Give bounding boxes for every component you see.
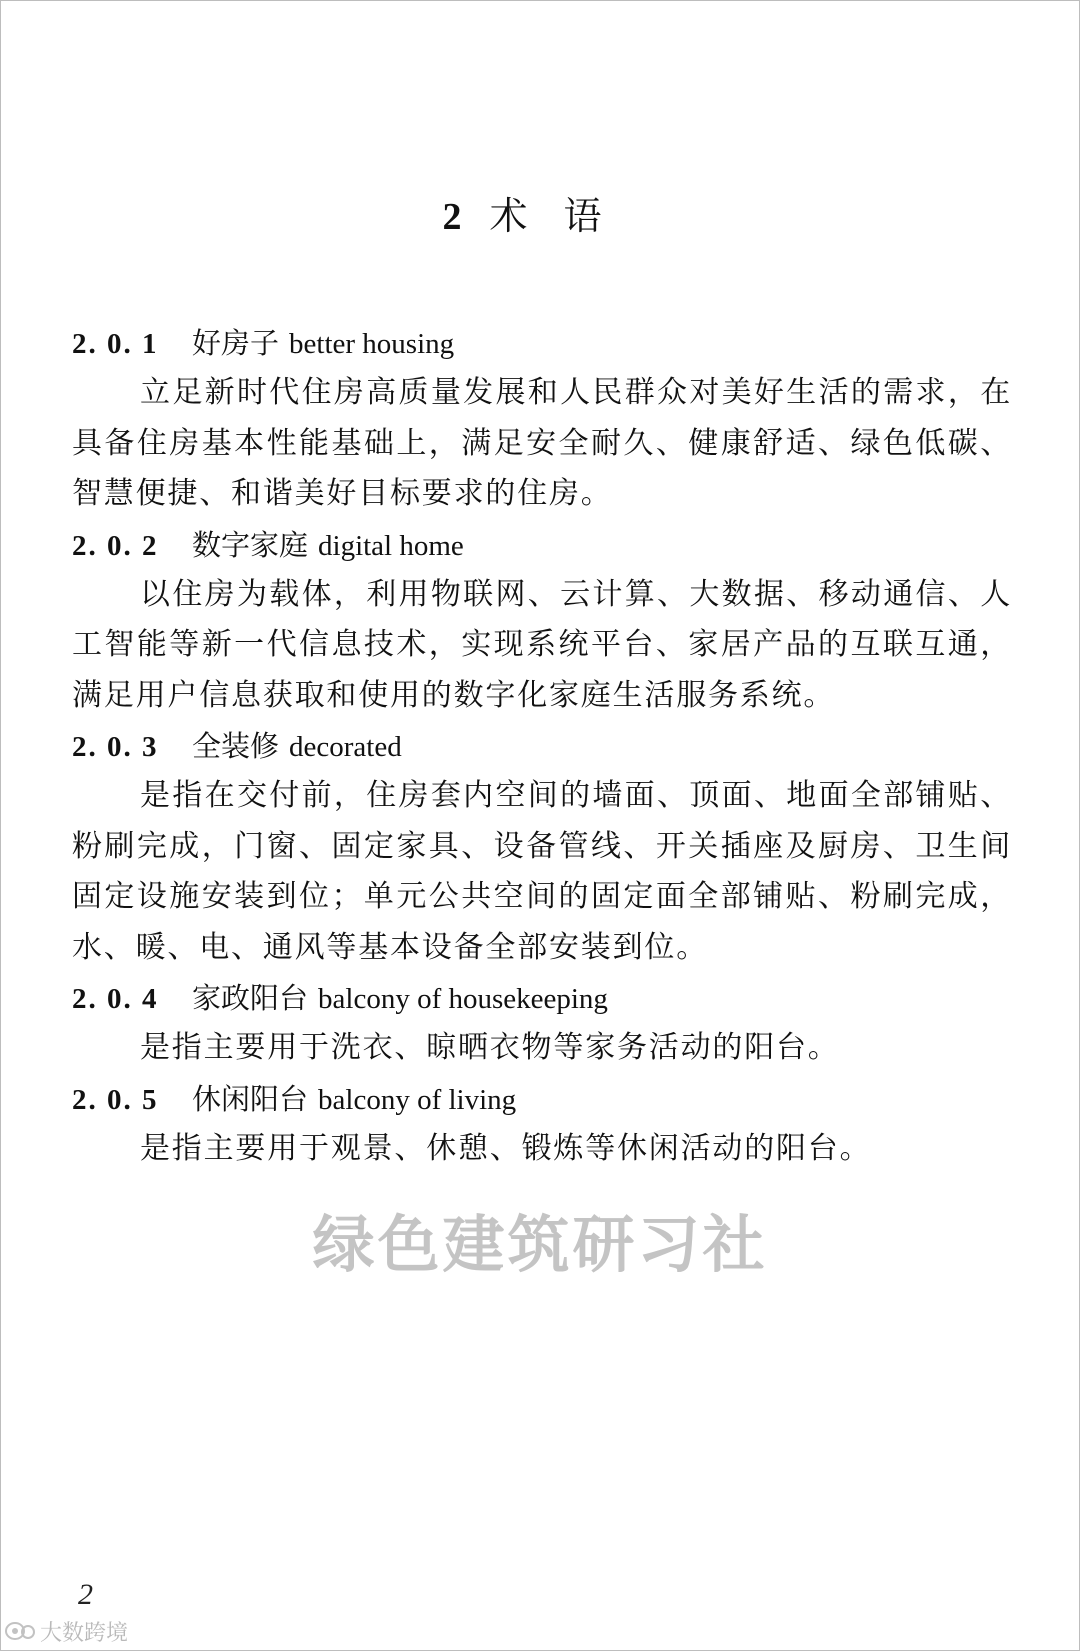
term-number: 2. 0. 4 xyxy=(72,983,159,1015)
term-number: 2. 0. 2 xyxy=(72,529,159,562)
term-name-en: balcony of living xyxy=(318,1083,517,1116)
eye-logo-icon xyxy=(4,1620,36,1642)
term-name-en: better housing xyxy=(289,328,455,360)
term-name-en: balcony of housekeeping xyxy=(318,983,608,1015)
term-definition: 立足新时代住房高质量发展和人民群众对美好生活的需求，在具备住房基本性能基础上，满足安全耐久、健康舒适、绿色低碳、智慧便捷、和谐美好目标要求的住房。 xyxy=(72,375,1012,511)
term-entry xyxy=(72,1074,1012,1175)
term-definition: 是指在交付前，住房套内空间的墙面、顶面、地面全部铺贴、粉刷完成，门窗、固定家具、设备管线、开关插座及厨房、卫生间固定设施安装到位；单元公共空间的固定面全部铺贴、粉刷完成，水、暖、电、通风等基本设备全部安装到位。 xyxy=(72,778,1012,965)
term-definition: 以住房为载体，利用物联网、云计算、大数据、移动通信、人工智能等新一代信息技术，实现系统平台、家居产品的互联互通，满足用户信息获取和使用的数字化家庭生活服务系统。 xyxy=(72,576,1012,713)
term-name-cn: 家政阳台 xyxy=(192,981,309,1015)
term-heading xyxy=(72,318,1012,368)
term-entry xyxy=(72,520,1012,722)
term-name-cn: 全装修 xyxy=(192,729,280,763)
term-heading xyxy=(72,721,1012,771)
term-definition: 是指主要用于洗衣、晾晒衣物等家务活动的阳台。 xyxy=(140,1030,840,1065)
terms-section xyxy=(72,318,1012,1174)
term-entry xyxy=(72,318,1012,520)
term-heading xyxy=(72,1074,1012,1124)
chapter-number: 2 xyxy=(442,196,462,238)
term-name-en: decorated xyxy=(289,731,402,763)
term-number: 2. 0. 5 xyxy=(72,1083,159,1116)
term-name-cn: 休闲阳台 xyxy=(192,1081,309,1116)
term-name-cn: 数字家庭 xyxy=(192,527,309,562)
watermark: 绿色建筑研习社 xyxy=(312,1208,768,1281)
page-number: 2 xyxy=(78,1578,93,1611)
term-entry xyxy=(72,721,1012,973)
term-number: 2. 0. 1 xyxy=(72,328,159,360)
chapter-title xyxy=(0,186,1080,247)
term-heading xyxy=(72,520,1012,570)
term-name-en: digital home xyxy=(318,529,464,562)
term-heading xyxy=(72,973,1012,1023)
term-definition: 是指主要用于观景、休憩、锻炼等休闲活动的阳台。 xyxy=(140,1130,872,1166)
term-name-cn: 好房子 xyxy=(192,326,280,360)
source-badge xyxy=(4,1616,128,1646)
term-entry xyxy=(72,973,1012,1074)
source-badge-text: 大数跨境 xyxy=(40,1620,129,1646)
chapter-title-text: 术语 xyxy=(489,194,638,238)
term-number: 2. 0. 3 xyxy=(72,731,159,763)
